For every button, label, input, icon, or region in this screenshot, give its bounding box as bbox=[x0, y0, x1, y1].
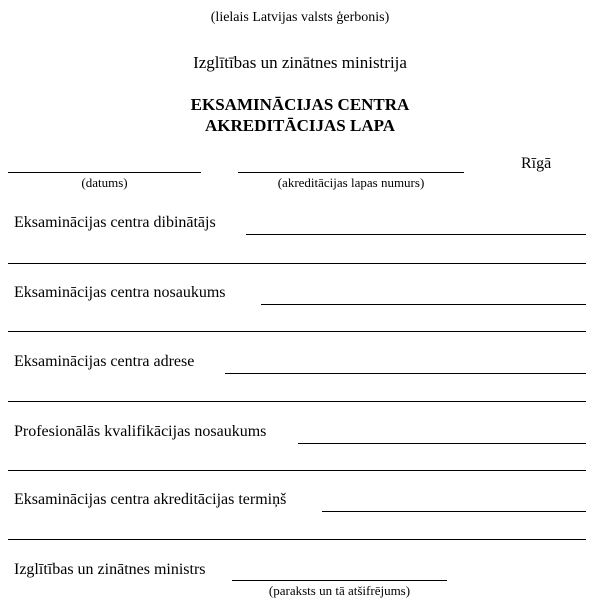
qualification-field-line-2[interactable] bbox=[8, 470, 586, 471]
term-field-line[interactable] bbox=[322, 511, 586, 512]
qualification-field-line[interactable] bbox=[298, 443, 586, 444]
address-field-line[interactable] bbox=[225, 373, 586, 374]
title-line-2: AKREDITĀCIJAS LAPA bbox=[204, 116, 395, 135]
name-field-line-2[interactable] bbox=[8, 331, 586, 332]
name-field-line[interactable] bbox=[261, 304, 586, 305]
signature-line[interactable] bbox=[232, 580, 447, 581]
number-field-line[interactable] bbox=[238, 172, 464, 173]
qualification-label: Profesionālās kvalifikācijas nosaukums bbox=[14, 423, 267, 440]
founder-field-line[interactable] bbox=[246, 234, 586, 235]
signature-caption: (paraksts un tā atšifrējums) bbox=[268, 583, 411, 598]
title-line-1: EKSAMINĀCIJAS CENTRA bbox=[190, 95, 410, 114]
term-label: Eksaminācijas centra akreditācijas termiņš bbox=[14, 491, 287, 508]
address-label: Eksaminācijas centra adrese bbox=[14, 353, 195, 370]
founder-label: Eksaminācijas centra dibinātājs bbox=[14, 214, 216, 231]
page-title bbox=[0, 94, 600, 136]
founder-field-line-2[interactable] bbox=[8, 263, 586, 264]
name-label: Eksaminācijas centra nosaukums bbox=[14, 284, 226, 301]
ministry-name: Izglītības un zinātnes ministrija bbox=[193, 53, 407, 72]
address-field-line-2[interactable] bbox=[8, 401, 586, 402]
date-caption: (datums) bbox=[81, 175, 128, 190]
place-label: Rīgā bbox=[521, 155, 552, 172]
coat-of-arms-note: (lielais Latvijas valsts ģerbonis) bbox=[210, 10, 390, 25]
date-field-line[interactable] bbox=[8, 172, 201, 173]
number-caption: (akreditācijas lapas numurs) bbox=[277, 175, 425, 190]
minister-label: Izglītības un zinātnes ministrs bbox=[14, 561, 206, 578]
term-field-line-2[interactable] bbox=[8, 539, 586, 540]
